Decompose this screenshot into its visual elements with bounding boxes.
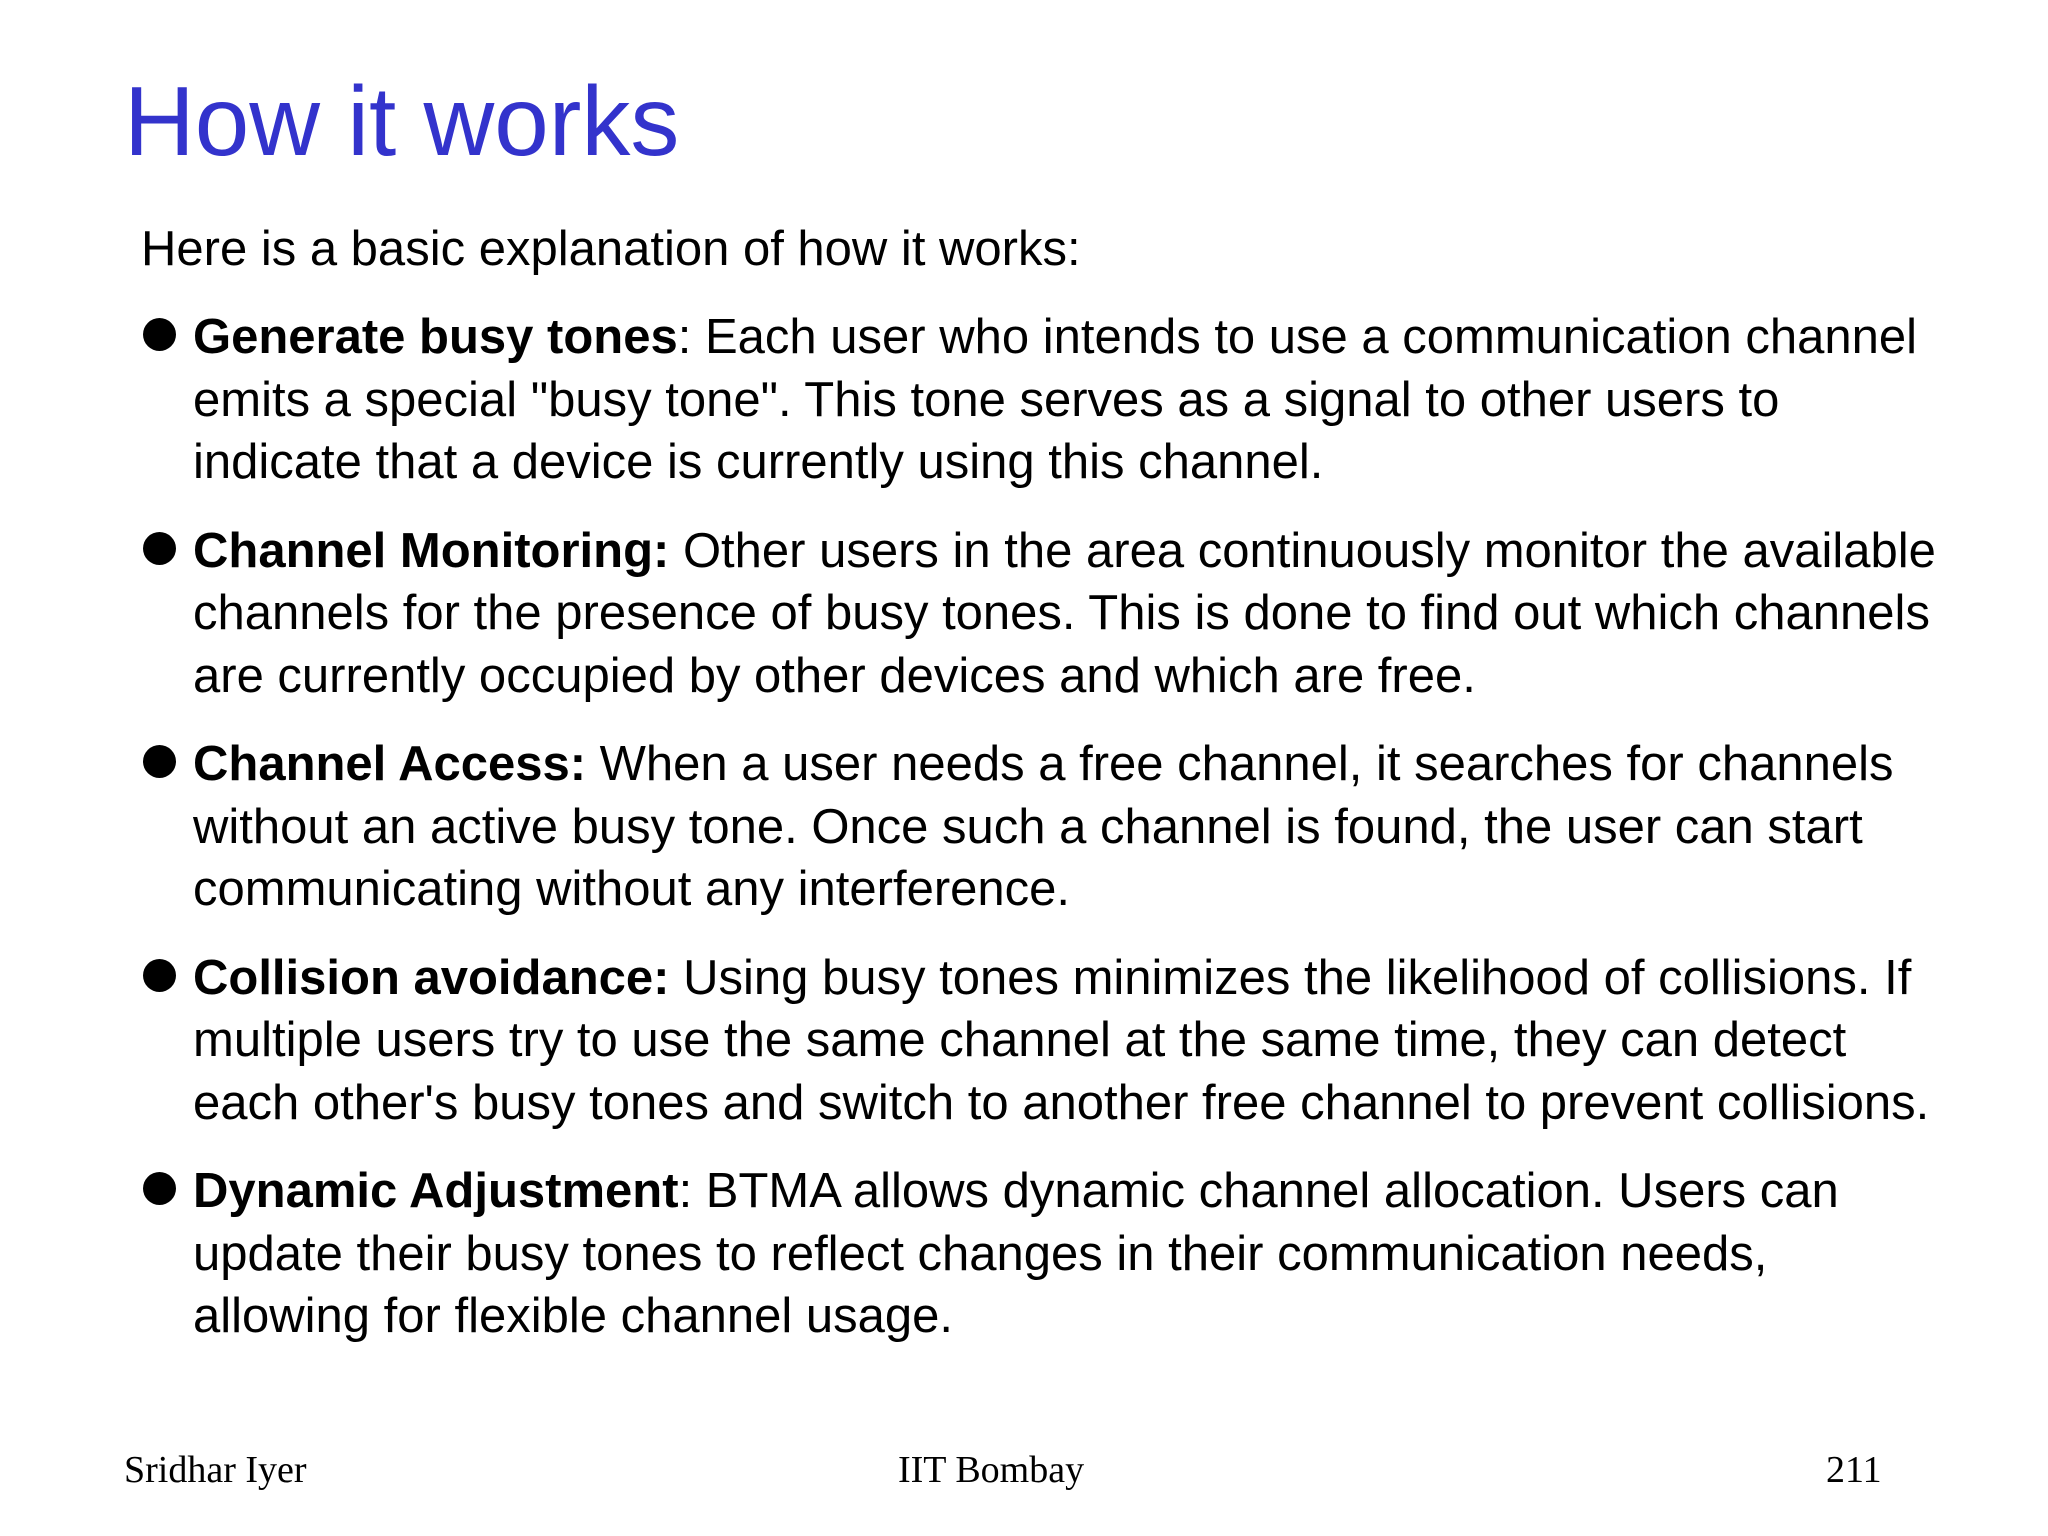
- bullet-term: Dynamic Adjustment: [193, 1164, 679, 1218]
- bullet-item: [141, 520, 1941, 708]
- bullet-dot-icon: [143, 959, 176, 992]
- bullet-term: Channel Access:: [193, 737, 587, 791]
- bullet-item: [141, 306, 1941, 494]
- bullet-text: BTMA allows dynamic channel allocation. Users can update their busy tones to reflect changes in their communication needs, allowing for flexible channel usage.: [193, 1164, 1839, 1343]
- bullet-list: [141, 306, 1941, 1374]
- footer-author: Sridhar Iyer: [124, 1449, 307, 1491]
- bullet-text: Using busy tones minimizes the likelihood of collisions. If multiple users try to use the same channel at the same time, they can detect each other's busy tones and switch to another free channel to prevent collisions.: [193, 950, 1930, 1130]
- bullet-item: [141, 733, 1941, 921]
- footer-page-number: 211: [1826, 1449, 1882, 1491]
- bullet-text: Each user who intends to use a communication channel emits a special "busy tone". This tone serves as a signal to other users to indicate that a device is currently using this channel.: [193, 310, 1918, 489]
- bullet-term: Generate busy tones: [193, 310, 678, 364]
- bullet-item: [141, 1160, 1941, 1348]
- bullet-item: [141, 947, 1941, 1135]
- bullet-text: Other users in the area continuously monitor the available channels for the presence of busy tones. This is done to find out which channels are currently occupied by other devices and which are free.: [193, 523, 1936, 703]
- bullet-dot-icon: [143, 1172, 176, 1205]
- intro-text: Here is a basic explanation of how it works:: [141, 222, 1081, 276]
- bullet-dot-icon: [143, 745, 176, 778]
- bullet-separator: :: [678, 1164, 693, 1218]
- footer-institution: IIT Bombay: [898, 1449, 1085, 1491]
- slide-title: How it works: [124, 66, 680, 176]
- bullet-term: Collision avoidance:: [193, 950, 670, 1005]
- bullet-term: Channel Monitoring:: [193, 523, 670, 578]
- bullet-dot-icon: [143, 532, 176, 565]
- bullet-dot-icon: [143, 318, 176, 351]
- bullet-text: When a user needs a free channel, it searches for channels without an active busy tone. Once such a channel is found, the user can start communicating without any interference.: [193, 737, 1894, 916]
- bullet-separator: :: [677, 310, 692, 364]
